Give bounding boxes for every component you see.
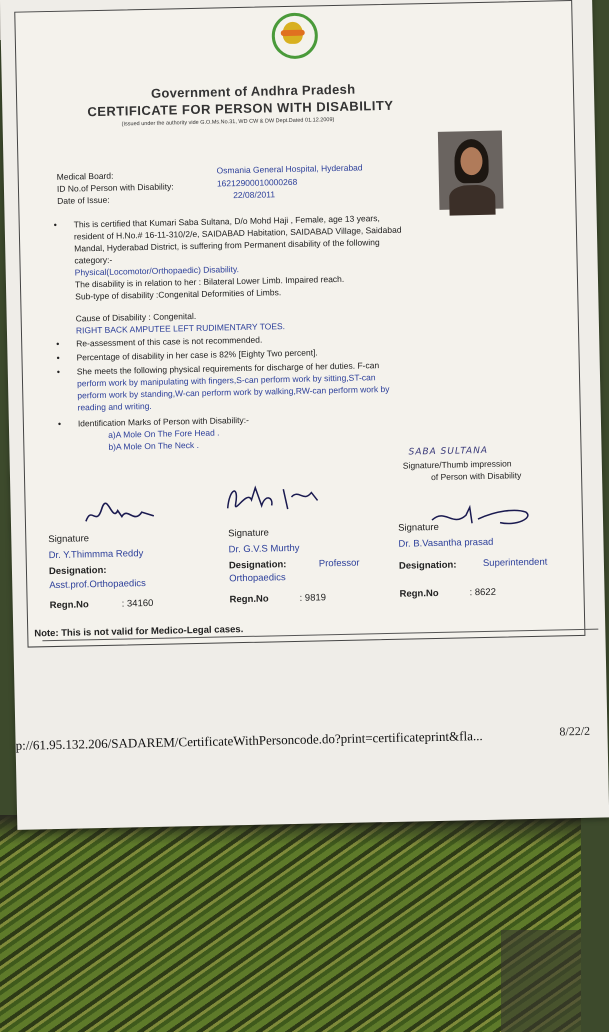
cause-detail: RIGHT BACK AMPUTEE LEFT RUDIMENTARY TOES. (75, 321, 286, 336)
date-value: 22/08/2011 (233, 189, 276, 201)
requirements-line-1: She meets the following physical requirements for discharge of her duties. F-can (76, 360, 380, 377)
body-line-3: Mandal, Hyderabad District, is suffering from Permanent disability of the following (74, 237, 380, 254)
disability-relation: The disability is in relation to her : Bilateral Lower Limb. Impaired reach. (74, 273, 345, 290)
identification-marks-label: Identification Marks of Person with Disability:- (77, 414, 249, 429)
id-value: 16212900010000268 (216, 176, 298, 189)
floor-shadow (501, 930, 581, 1032)
date-label: Date of Issue: (57, 194, 110, 206)
certificate (14, 0, 585, 648)
disability-subtype: Sub-type of disability :Congenital Deformities of Limbs. (75, 287, 282, 302)
certificate-title: CERTIFICATE FOR PERSON WITH DISABILITY (87, 97, 394, 120)
signatory-3-name: Dr. B.Vasantha prasad (398, 536, 494, 550)
print-date: 8/22/2 (559, 723, 591, 739)
signatory-1-regn-label: Regn.No (49, 599, 89, 612)
signatory-2-designation-dept: Orthopaedics (229, 572, 286, 585)
signatory-1-regn: : 34160 (121, 597, 154, 610)
bullet: • (56, 366, 61, 377)
signatory-3-regn: : 8622 (469, 586, 497, 599)
percentage-line: Percentage of disability in her case is 82% [Eighty Two percent]. (76, 347, 318, 363)
print-url: p://61.95.132.206/SADAREM/CertificateWithPersoncode.do?print=certificateprint&fla... (15, 728, 483, 753)
id-label: ID No.of Person with Disability: (56, 181, 174, 194)
person-photo (438, 131, 504, 210)
signature-scribble-1 (81, 498, 172, 530)
bullet: • (53, 219, 57, 230)
green-mat (0, 815, 581, 1032)
ap-government-emblem-icon (271, 12, 318, 59)
signatory-2-name: Dr. G.V.S Murthy (228, 542, 300, 556)
requirements-line-4: reading and writing. (77, 400, 152, 413)
signatory-3-designation-label: Designation: (398, 559, 457, 572)
signatory-3-regn-label: Regn.No (399, 587, 439, 600)
signatory-1-designation: Asst.prof.Orthopaedics (49, 578, 147, 592)
identification-mark-a: a)A Mole On The Fore Head . (108, 427, 220, 440)
bullet: • (57, 418, 62, 429)
requirements-line-3: perform work by standing,W-can perform work by walking,RW-can perform work by (77, 383, 390, 401)
disability-category: Physical(Locomotor/Orthopaedic) Disability. (74, 264, 240, 278)
signatory-1-designation-label: Designation: (48, 564, 107, 578)
signatory-3-designation: Superintendent (482, 556, 548, 570)
bullet: • (56, 352, 60, 363)
body-line-1: This is certified that Kumari Saba Sultana, D/o Mohd Haji , Female, age 13 years, (73, 213, 380, 230)
signatory-2-designation-label: Designation: (228, 559, 287, 572)
authority-line: (Issued under the authority vide G.O.Ms.No.31, WD CW & DW Dept.Dated 01.12.2009) (121, 117, 335, 128)
signatory-3-signature-label: Signature (398, 521, 439, 534)
signatory-1-name: Dr. Y.Thimmma Reddy (48, 548, 144, 562)
body-line-4: category:- (74, 254, 113, 266)
identification-mark-b: b)A Mole On The Neck . (108, 439, 200, 452)
person-signature-label: Signature/Thumb impression (402, 458, 512, 471)
note-text: Note: This is not valid for Medico-Legal cases. (34, 624, 244, 640)
body-line-2: resident of H.No.# 16-11-310/2/e, SAIDABAD Habitation, SAIDABAD Village, Saidabad (73, 224, 402, 242)
bullet: • (56, 338, 60, 349)
signatory-2-regn: : 9819 (299, 592, 327, 604)
cause-of-disability: Cause of Disability : Congenital. (75, 310, 197, 324)
signatory-2-designation: Professor (318, 557, 360, 570)
signature-scribble-2 (221, 478, 332, 518)
person-signature-label-2: of Person with Disability (430, 470, 522, 483)
reassessment-line: Re-assessment of this case is not recommended. (76, 334, 263, 349)
requirements-line-2: perform work by manipulating with fingers,S-can perform work by sitting,ST-can (76, 372, 376, 389)
medical-board-label: Medical Board: (56, 170, 114, 182)
person-handwritten-signature: SABA SULTANA (408, 445, 489, 458)
medical-board-value: Osmania General Hospital, Hyderabad (216, 162, 363, 176)
government-heading: Government of Andhra Pradesh (150, 81, 356, 101)
signatory-2-signature-label: Signature (228, 527, 270, 540)
signatory-2-regn-label: Regn.No (229, 593, 269, 606)
signature-scribble-3 (426, 500, 547, 533)
signatory-1-signature-label: Signature (48, 533, 90, 546)
